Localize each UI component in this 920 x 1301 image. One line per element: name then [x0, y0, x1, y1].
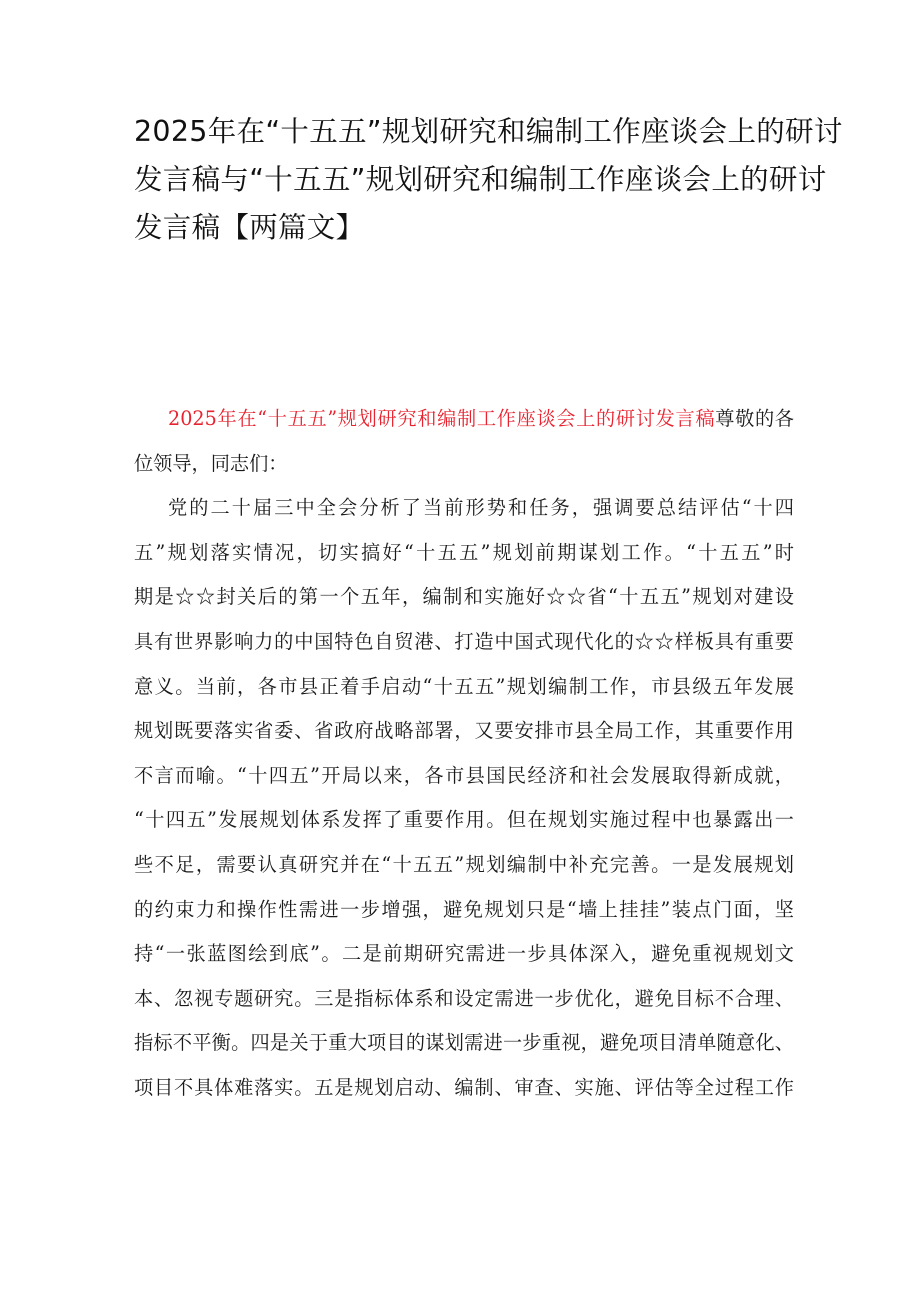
paragraph-line: 期是☆☆封关后的第一个五年，编制和实施好☆☆省“十五五”规划对建设: [134, 585, 794, 609]
paragraph-line: 本、忽视专题研究。三是指标体系和设定需进一步优化，避免目标不合理、: [134, 986, 794, 1010]
speech-body: [134, 397, 794, 1111]
paragraph-line: 规划既要落实省委、省政府战略部署，又要安排市县全局工作，其重要作用: [134, 719, 794, 743]
paragraph-line: 党的二十届三中全会分析了当前形势和任务，强调要总结评估“十四: [168, 496, 794, 520]
paragraph-line: 项目不具体难落实。五是规划启动、编制、审查、实施、评估等全过程工作: [134, 1075, 794, 1099]
salutation-start: 尊敬的各: [715, 407, 794, 430]
paragraph-line: 指标不平衡。四是关于重大项目的谋划需进一步重视，避免项目清单随意化、: [134, 1031, 794, 1055]
document-title: [134, 108, 843, 252]
paragraph-line: 五”规划落实情况，切实搞好“十五五”规划前期谋划工作。“十五五”时: [134, 540, 794, 564]
speech-title-red: 2025年在“十五五”规划研究和编制工作座谈会上的研讨发言稿: [168, 407, 716, 430]
paragraph-line: 些不足，需要认真研究并在“十五五”规划编制中补充完善。一是发展规划: [134, 852, 794, 876]
title-line-3: 发言稿【两篇文】: [134, 211, 365, 244]
paragraph-line: 具有世界影响力的中国特色自贸港、打造中国式现代化的☆☆样板具有重要: [134, 629, 794, 653]
title-line-2: 发言稿与“十五五”规划研究和编制工作座谈会上的研讨: [134, 163, 827, 196]
paragraph-line: 持“一张蓝图绘到底”。二是前期研究需进一步具体深入，避免重视规划文: [134, 942, 794, 966]
paragraph-line: “十四五”发展规划体系发挥了重要作用。但在规划实施过程中也暴露出一: [134, 808, 794, 832]
heading-line: [134, 397, 794, 442]
paragraph-line: 意义。当前，各市县正着手启动“十五五”规划编制工作，市县级五年发展: [134, 674, 794, 698]
paragraph-line: 不言而喻。“十四五”开局以来，各市县国民经济和社会发展取得新成就，: [134, 763, 794, 787]
salutation-line: 位领导，同志们：: [134, 451, 288, 475]
paragraph-line: 的约束力和操作性需进一步增强，避免规划只是“墙上挂挂”装点门面，坚: [134, 897, 794, 921]
title-line-1: 2025年在“十五五”规划研究和编制工作座谈会上的研讨: [134, 115, 843, 148]
